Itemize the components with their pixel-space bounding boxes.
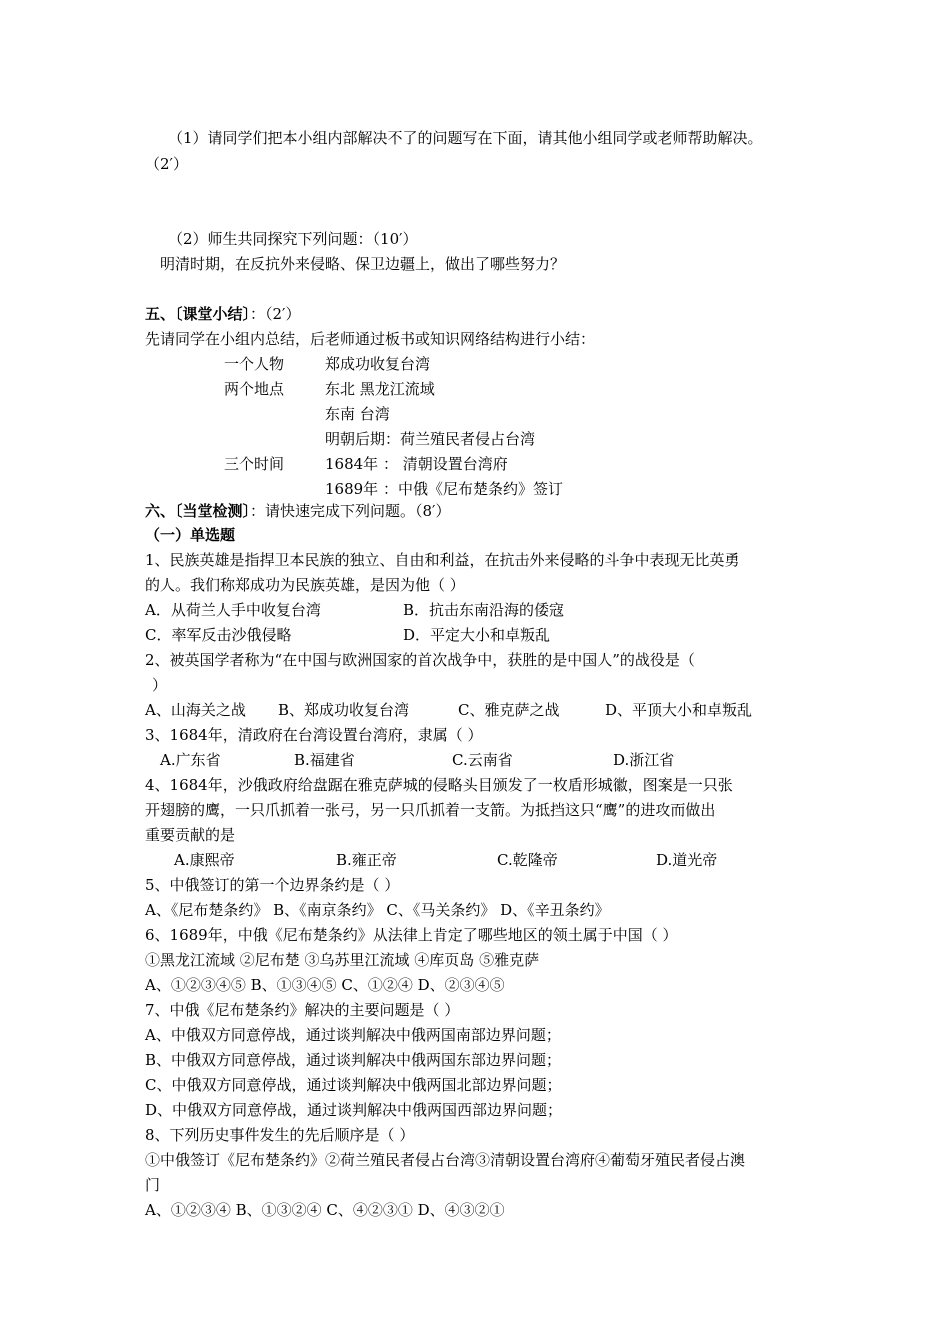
summary-intro: 先请同学在小组内总结，后老师通过板书或知识网络结构进行小结： — [145, 330, 596, 348]
summary-heading-suffix: ：（2′） — [250, 305, 301, 323]
summary-heading — [145, 304, 300, 324]
q2-stem-line2: ） — [152, 676, 168, 694]
q7-stem: 7、中俄《尼布楚条约》解决的主要问题是（ ） — [145, 1001, 460, 1019]
summary-row-text: 1689年 ：中俄《尼布楚条约》签订 — [325, 480, 563, 498]
test-heading-title: 六、〔当堂检测〕 — [145, 502, 251, 520]
q3-option-a: A.广东省 — [160, 751, 221, 769]
q1-options-row2 — [145, 625, 551, 645]
summary-row-text: 郑成功收复台湾 — [325, 355, 431, 373]
q1-option-a: A．从荷兰人手中收复台湾 — [145, 601, 321, 619]
q1-option-d: D．平定大小和卓叛乱 — [403, 626, 551, 644]
q1-options-row1 — [145, 600, 565, 620]
q2-stem-line1: 2、被英国学者称为“在中国与欧洲国家的首次战争中，获胜的是中国人”的战役是（ — [145, 651, 695, 669]
q4-option-d: D.道光帝 — [656, 851, 718, 869]
q4-option-a: A.康熙帝 — [174, 851, 235, 869]
single-choice-heading: （一）单选题 — [145, 526, 236, 544]
q8-options: A、①②③④ B、①③②④ C、④②③① D、④③②① — [145, 1201, 505, 1219]
q6-stem: 6、1689年，中俄《尼布楚条约》从法律上肯定了哪些地区的领土属于中国（ ） — [145, 926, 678, 944]
q2-option-c: C、雅克萨之战 — [458, 701, 560, 719]
explore-question-title: （2）师生共同探究下列问题：（10′） — [168, 230, 418, 248]
q3-option-c: C.云南省 — [452, 751, 513, 769]
summary-row — [224, 354, 431, 374]
question-help-line: （1）请同学们把本小组内部解决不了的问题写在下面，请其他小组同学或老师帮助解决。 — [168, 129, 763, 147]
q7-option-d: D、中俄双方同意停战，通过谈判解决中俄两国西部边界问题； — [145, 1101, 563, 1119]
test-heading — [145, 501, 450, 521]
summary-row — [224, 454, 508, 474]
explore-question-text: 明清时期，在反抗外来侵略、保卫边疆上，做出了哪些努力？ — [160, 255, 566, 273]
question-help-score: （2′） — [145, 155, 188, 173]
q7-option-b: B、中俄双方同意停战，通过谈判解决中俄两国东部边界问题； — [145, 1051, 562, 1069]
q2-option-b: B、郑成功收复台湾 — [278, 701, 410, 719]
q5-options: A、《尼布楚条约》 B、《南京条约》 C、《马关条约》 D、《辛丑条约》 — [145, 901, 610, 919]
q2-options — [145, 700, 753, 720]
q6-options: A、①②③④⑤ B、①③④⑤ C、①②④ D、②③④⑤ — [145, 976, 505, 994]
summary-heading-title: 五、〔课堂小结〕 — [145, 305, 251, 323]
q1-stem-line1: 1、民族英雄是指捍卫本民族的独立、自由和利益，在抗击外来侵略的斗争中表现无比英勇 — [145, 551, 740, 569]
summary-row-text: 1684年 ： 清朝设置台湾府 — [325, 455, 508, 473]
q3-option-d: D.浙江省 — [613, 751, 675, 769]
q1-option-c: C．率军反击沙俄侵略 — [145, 626, 292, 644]
summary-row — [224, 379, 435, 399]
q7-option-a: A、中俄双方同意停战，通过谈判解决中俄两国南部边界问题； — [145, 1026, 561, 1044]
q2-option-a: A、山海关之战 — [145, 701, 246, 719]
q2-option-d: D、平顶大小和卓叛乱 — [605, 701, 753, 719]
test-heading-suffix: ：请快速完成下列问题。（8′） — [250, 502, 451, 520]
q8-events-line2: 门 — [145, 1176, 161, 1194]
q4-options — [174, 850, 718, 870]
q8-stem: 8、下列历史事件发生的先后顺序是（ ） — [145, 1126, 415, 1144]
q1-option-b: B．抗击东南沿海的倭寇 — [403, 601, 565, 619]
summary-row-label: 两个地点 — [224, 380, 285, 398]
q6-items: ①黑龙江流域 ②尼布楚 ③乌苏里江流域 ④库页岛 ⑤雅克萨 — [145, 951, 540, 969]
q1-stem-line2: 的人。我们称郑成功为民族英雄，是因为他（ ） — [145, 576, 465, 594]
summary-row-label: 三个时间 — [224, 455, 285, 473]
q7-option-c: C、中俄双方同意停战，通过谈判解决中俄两国北部边界问题； — [145, 1076, 562, 1094]
q3-option-b: B.福建省 — [294, 751, 355, 769]
summary-row-label: 一个人物 — [224, 355, 285, 373]
q4-stem-line3: 重要贡献的是 — [145, 826, 236, 844]
q4-stem-line1: 4、1684年，沙俄政府给盘踞在雅克萨城的侵略头目颁发了一枚盾形城徽，图案是一只张 — [145, 776, 733, 794]
q5-stem: 5、中俄签订的第一个边界条约是（ ） — [145, 876, 400, 894]
summary-row-text: 东北 黑龙江流域 — [325, 380, 435, 398]
q3-options — [160, 750, 675, 770]
q4-stem-line2: 开翅膀的鹰，一只爪抓着一张弓，另一只爪抓着一支箭。为抵挡这只“鹰”的进攻而做出 — [145, 801, 716, 819]
q3-stem: 3、1684年，清政府在台湾设置台湾府，隶属（ ） — [145, 726, 483, 744]
summary-row-text: 明朝后期：荷兰殖民者侵占台湾 — [325, 430, 536, 448]
q8-events-line1: ①中俄签订《尼布楚条约》②荷兰殖民者侵占台湾③清朝设置台湾府④葡萄牙殖民者侵占澳 — [145, 1151, 746, 1169]
q4-option-c: C.乾隆帝 — [497, 851, 558, 869]
q4-option-b: B.雍正帝 — [336, 851, 397, 869]
summary-row-text: 东南 台湾 — [325, 405, 390, 423]
